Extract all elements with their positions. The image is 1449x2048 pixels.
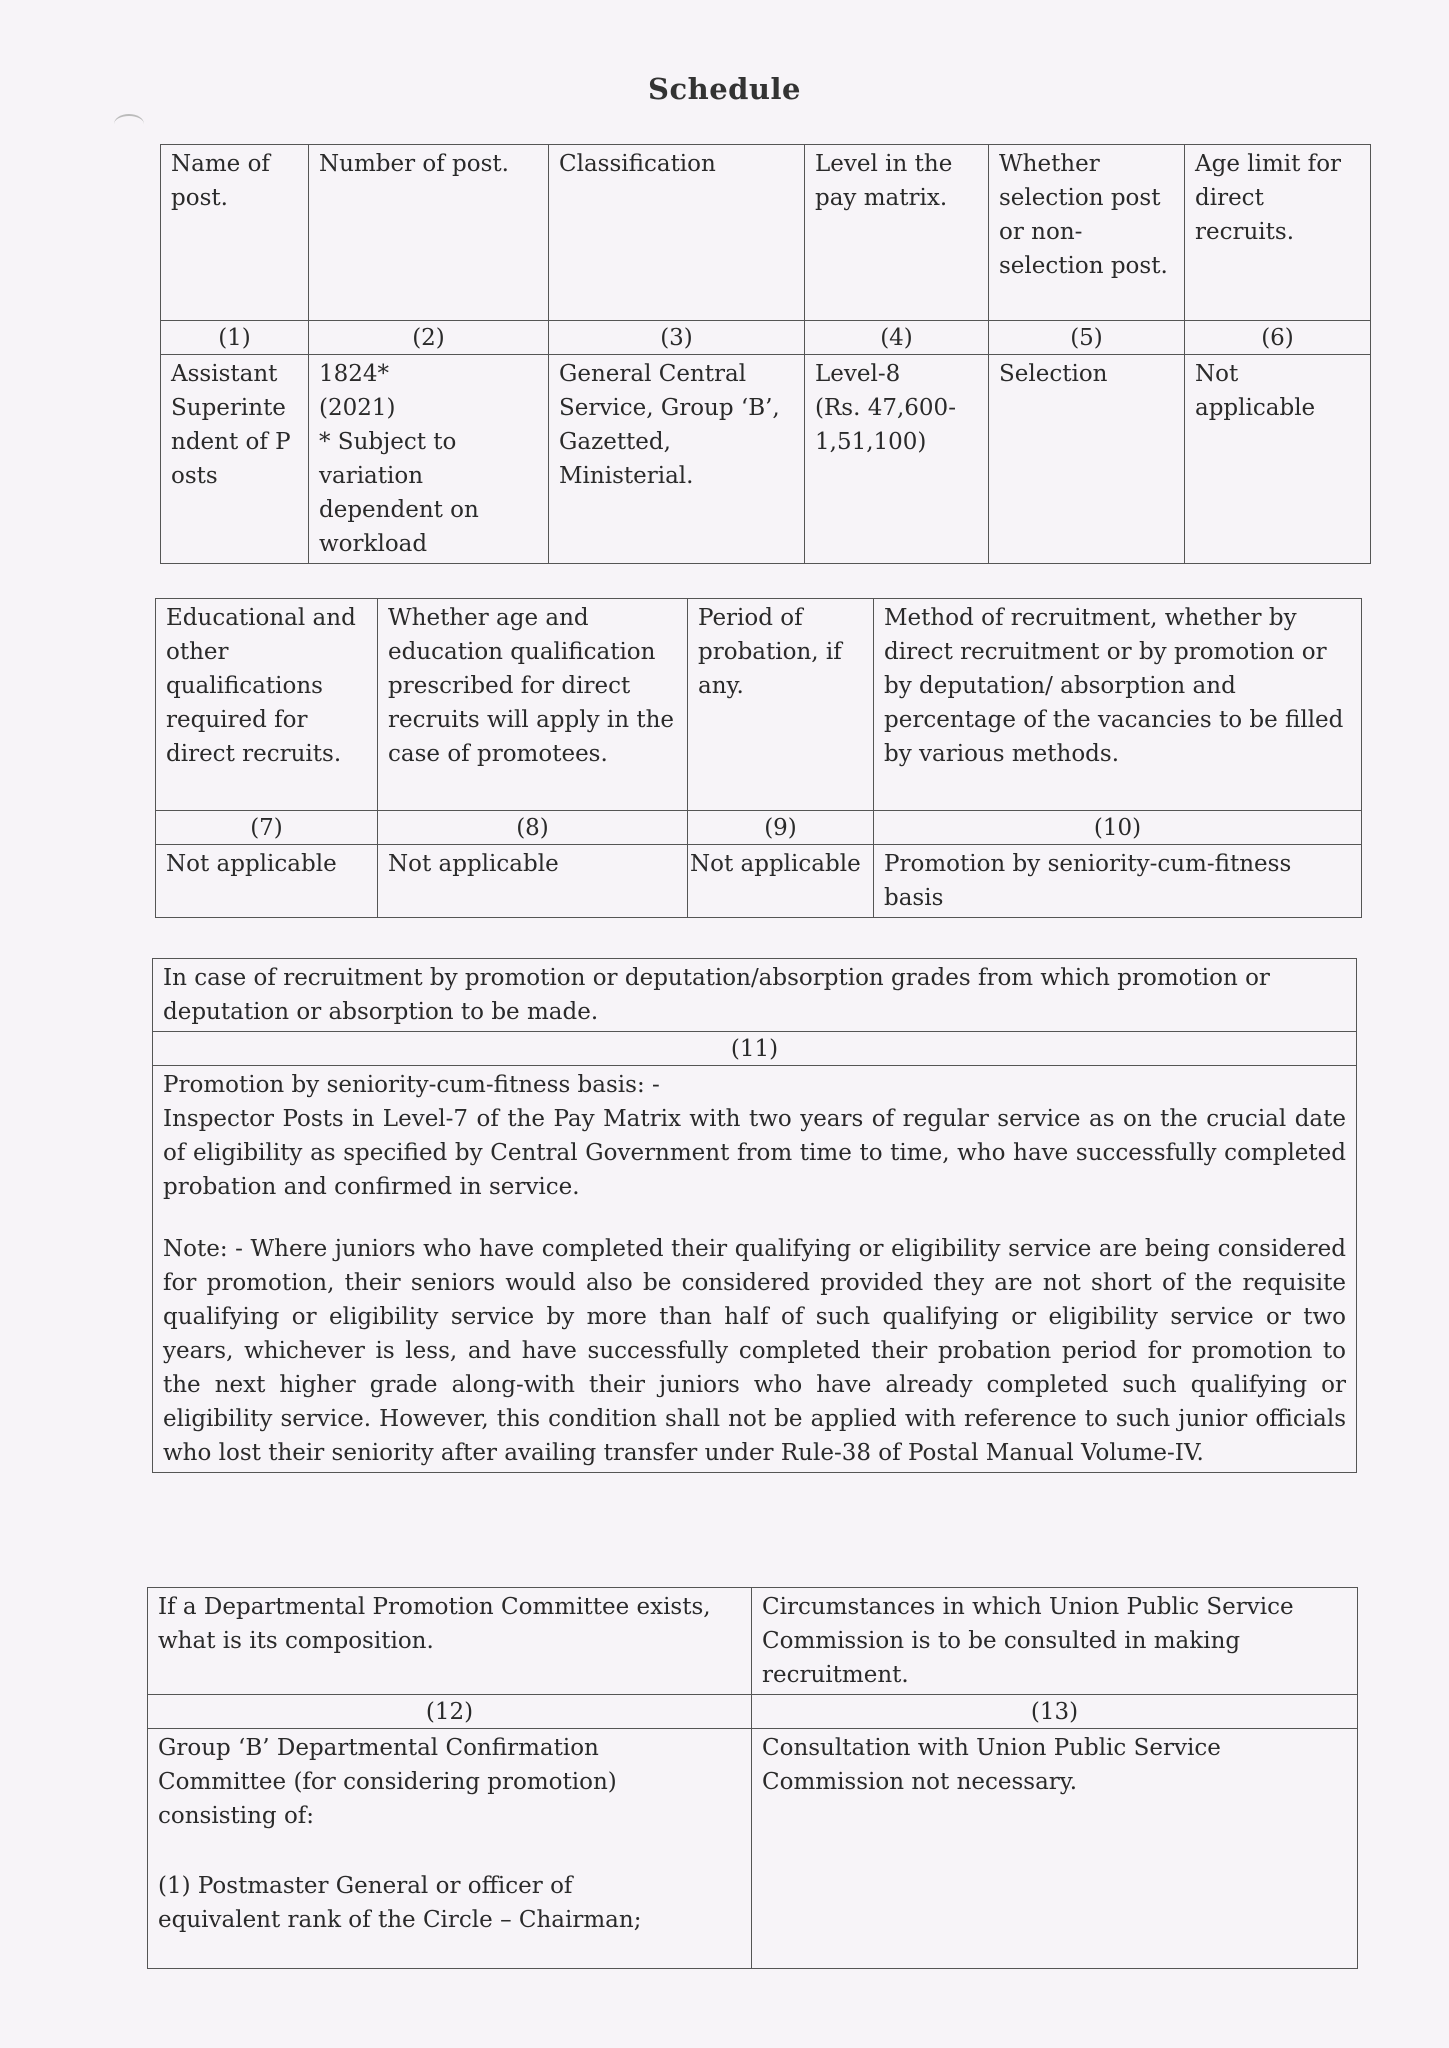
eligibility-text: Inspector Posts in Level-7 of the Pay Matrix with two years of regular service as on the crucial date of eligibility as specified by Central Government from time to time, who have successfully completed probation and confirmed in service.: [163, 1106, 1346, 1200]
header-probation-period: Period of probation, if any.: [688, 599, 874, 811]
cell-classification: General Central Service, Group ‘B’, Gazetted, Ministerial.: [549, 355, 805, 564]
header-number-of-post: Number of post.: [309, 145, 549, 321]
column-number-row: [156, 811, 1362, 845]
schedule-table-columns-7-10: [155, 598, 1362, 918]
column-number-row: [153, 1032, 1357, 1066]
column-number: (1): [161, 321, 309, 355]
cell-level: [805, 355, 989, 564]
column-number-row: [161, 321, 1371, 355]
note-text: Note: - Where juniors who have completed their qualifying or eligibility service are being considered for promotion, their seniors would also be considered provided they are not short of the requisite qualifying or eligibility service by more than half of such qualifying or eligibility service or two years, whichever is less, and have successfully completed their probation period for promotion to the next higher grade along-with their juniors who have already completed such qualifying or eligibility service. However, this condition shall not be applied with reference to such junior officials who lost their seniority after availing transfer under Rule-38 of Postal Manual Volume-IV.: [163, 1236, 1346, 1466]
header-row: [161, 145, 1371, 321]
cell-age-limit: Not applicable: [1185, 355, 1371, 564]
header-educational-qualifications: Educational and other qualifications required for direct recruits.: [156, 599, 378, 811]
cell-upsc-consultation: Consultation with Union Public Service Commission not necessary.: [752, 1729, 1358, 1969]
pay-range: (Rs. 47,600-1,51,100): [815, 395, 956, 455]
column-number: (3): [549, 321, 805, 355]
post-year: (2021): [319, 395, 396, 421]
header-upsc-consultation: Circumstances in which Union Public Service Commission is to be consulted in making recruitment.: [752, 1588, 1358, 1695]
header-row: [148, 1588, 1358, 1695]
header-row: [153, 959, 1357, 1032]
data-row: [148, 1729, 1358, 1969]
column-number: (8): [378, 811, 688, 845]
column-number: (13): [752, 1695, 1358, 1729]
cell-age-education-promotees: Not applicable: [378, 845, 688, 918]
dpc-intro: Group ‘B’ Departmental Confirmation Committee (for considering promotion) consisting of:: [158, 1735, 617, 1829]
header-dpc-composition: If a Departmental Promotion Committee exists, what is its composition.: [148, 1588, 752, 1695]
post-footnote: * Subject to variation dependent on workload: [319, 429, 479, 557]
cell-probation-period: Not applicable: [688, 845, 874, 918]
cell-dpc-composition: [148, 1729, 752, 1969]
data-row: [156, 845, 1362, 918]
column-number: (11): [153, 1032, 1357, 1066]
header-method-of-recruitment: Method of recruitment, whether by direct recruitment or by promotion or by deputation/ absorption and percentage of the vacancies to be filled by various methods.: [874, 599, 1362, 811]
cell-name-of-post: Assistant Superintendent of Posts: [161, 355, 309, 564]
column-number: (2): [309, 321, 549, 355]
cell-number-of-post: [309, 355, 549, 564]
page-title: Schedule: [648, 72, 801, 106]
header-grades-for-promotion: In case of recruitment by promotion or deputation/absorption grades from which promotion or deputation or absorption to be made.: [153, 959, 1357, 1032]
schedule-table-columns-12-13: [147, 1587, 1358, 1969]
header-row: [156, 599, 1362, 811]
column-number: (10): [874, 811, 1362, 845]
cell-selection: Selection: [989, 355, 1185, 564]
cell-grades-for-promotion: [153, 1066, 1357, 1473]
column-number-row: [148, 1695, 1358, 1729]
column-number: (12): [148, 1695, 752, 1729]
schedule-table-columns-1-6: [160, 144, 1371, 564]
header-age-education-promotees: Whether age and education qualification prescribed for direct recruits will apply in the case of promotees.: [378, 599, 688, 811]
column-number: (9): [688, 811, 874, 845]
header-name-of-post: Name of post.: [161, 145, 309, 321]
column-number: (4): [805, 321, 989, 355]
header-classification: Classification: [549, 145, 805, 321]
punch-hole-mark: [114, 114, 144, 134]
dpc-member-chairman: (1) Postmaster General or officer of equivalent rank of the Circle – Chairman;: [158, 1873, 642, 1933]
level-value: Level-8: [815, 361, 901, 387]
header-level-in-pay-matrix: Level in the pay matrix.: [805, 145, 989, 321]
cell-method-of-recruitment: Promotion by seniority-cum-fitness basis: [874, 845, 1362, 918]
column-number: (5): [989, 321, 1185, 355]
schedule-table-column-11: [152, 958, 1357, 1473]
column-number: (6): [1185, 321, 1371, 355]
post-count: 1824*: [319, 361, 390, 387]
data-row: [153, 1066, 1357, 1473]
data-row: [161, 355, 1371, 564]
column-number: (7): [156, 811, 378, 845]
header-age-limit: Age limit for direct recruits.: [1185, 145, 1371, 321]
header-selection-post: Whether selection post or non-selection post.: [989, 145, 1185, 321]
cell-educational-qualifications: Not applicable: [156, 845, 378, 918]
promotion-basis: Promotion by seniority-cum-fitness basis: -: [163, 1072, 660, 1098]
